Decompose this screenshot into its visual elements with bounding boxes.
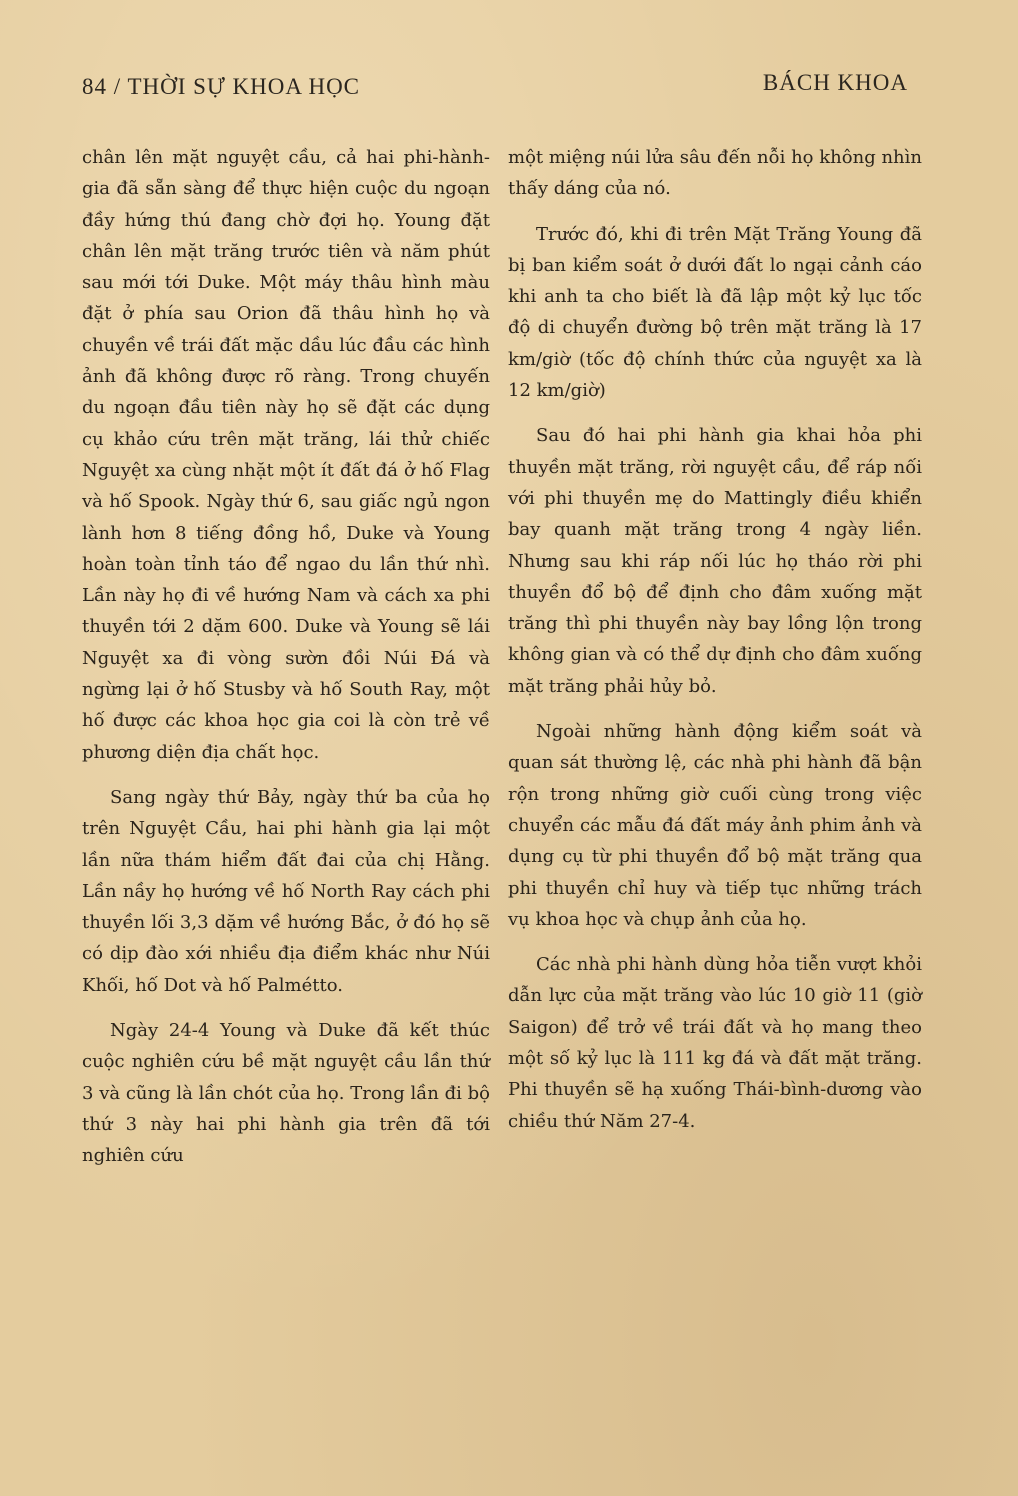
paragraph: Ngoài những hành động kiểm soát và quan sát thường lệ, các nhà phi hành đã bận rộn trong những giờ cuối cùng trong việc chuyển các mẫu đá đất máy ảnh phim ảnh và dụng cụ từ phi thuyền đổ bộ mặt trăng qua phi thuyền chỉ huy và tiếp tục những trách vụ khoa học và chụp ảnh của họ. <box>508 721 922 930</box>
paragraph: Sang ngày thứ Bảy, ngày thứ ba của họ trên Nguyệt Cầu, hai phi hành gia lại một lần nữa thám hiểm đất đai của chị Hằng. Lần nầy họ hướng về hố North Ray cách phi thuyền lối 3,3 dặm về hướng Bắc, ở đó họ sẽ có dịp đào xới nhiều địa điểm khác như Núi Khối, hố Dot và hố Palmétto. <box>82 786 490 996</box>
paragraph: Sau đó hai phi hành gia khai hỏa phi thuyền mặt trăng, rời nguyệt cầu, để ráp nối với phi thuyền mẹ do Mattingly điều khiển bay quanh mặt trăng trong 4 ngày liền. Nhưng sau khi ráp nối lúc họ tháo rời phi thuyền đổ bộ để định cho đâm xuống mặt trăng thì phi thuyền này bay lồng lộn trong không gian và có thể dự định cho đâm xuống mặt trăng phải hủy bỏ. <box>508 425 922 697</box>
paragraph: Các nhà phi hành dùng hỏa tiễn vượt khỏi dẫn lực của mặt trăng vào lúc 10 giờ 11 (giờ Saigon) để trở về trái đất và họ mang theo một số kỷ lục là 111 kg đá và đất mặt trăng. Phi thuyền sẽ hạ xuống Thái-bình-dương vào chiều thứ Năm 27-4. <box>508 954 922 1132</box>
paragraph: chân lên mặt nguyệt cầu, cả hai phi-hành-gia đã sẵn sàng để thực hiện cuộc du ngoạn đầy hứng thú đang chờ đợi họ. Young đặt chân lên mặt trăng trước tiên và năm phút sau mới tới Duke. Một máy thâu hình màu đặt ở phía sau Orion đã thâu hình họ và chuyền về trái đất mặc dầu lúc đầu các hình ảnh đã không được rõ ràng. Trong chuyến du ngoạn đầu tiên này họ sẽ đặt các dụng cụ khảo cứu trên mặt trăng, lái thử chiếc Nguyệt xa cùng nhặt một ít đất đá ở hố Flag và hố Spook. Ngày thứ 6, sau giấc ngủ ngon lành hơn 8 tiếng đồng hồ, Duke và Young hoàn toàn tỉnh táo để ngao du lần thứ nhì. Lần này họ đi về hướng Nam và cách xa phi thuyền tới 2 dặm 600. Duke và Young sẽ lái Nguyệt xa đi vòng sườn đồi Núi Đá và ngừng lại ở hố Stusby và hố South Ray, một hố được các khoa học gia coi là còn trẻ về phương diện địa chất học. <box>82 147 490 763</box>
paragraph: Trước đó, khi đi trên Mặt Trăng Young đã bị ban kiểm soát ở dưới đất lo ngại cảnh cáo khi anh ta cho biết là đã lập một kỷ lục tốc độ di chuyển đường bộ trên mặt trăng là 17 km/giờ (tốc độ chính thức của nguyệt xa là 12 km/giờ) <box>508 223 922 402</box>
paragraph: một miệng núi lửa sâu đến nỗi họ không nhìn thấy dáng của nó. <box>508 147 922 200</box>
running-head-page-section: 84 / THỜI SỰ KHOA HỌC <box>82 74 361 99</box>
running-head-magazine-title: BÁCH KHOA <box>762 70 908 95</box>
right-column <box>508 142 922 1151</box>
page-header <box>82 70 908 106</box>
paragraph: Ngày 24-4 Young và Duke đã kết thúc cuộc nghiên cứu bề mặt nguyệt cầu lần thứ 3 và cũng là lần chót của họ. Trong lần đi bộ thứ 3 này hai phi hành gia trên đã tới nghiên cứu <box>82 1020 490 1167</box>
left-column <box>82 142 490 1186</box>
